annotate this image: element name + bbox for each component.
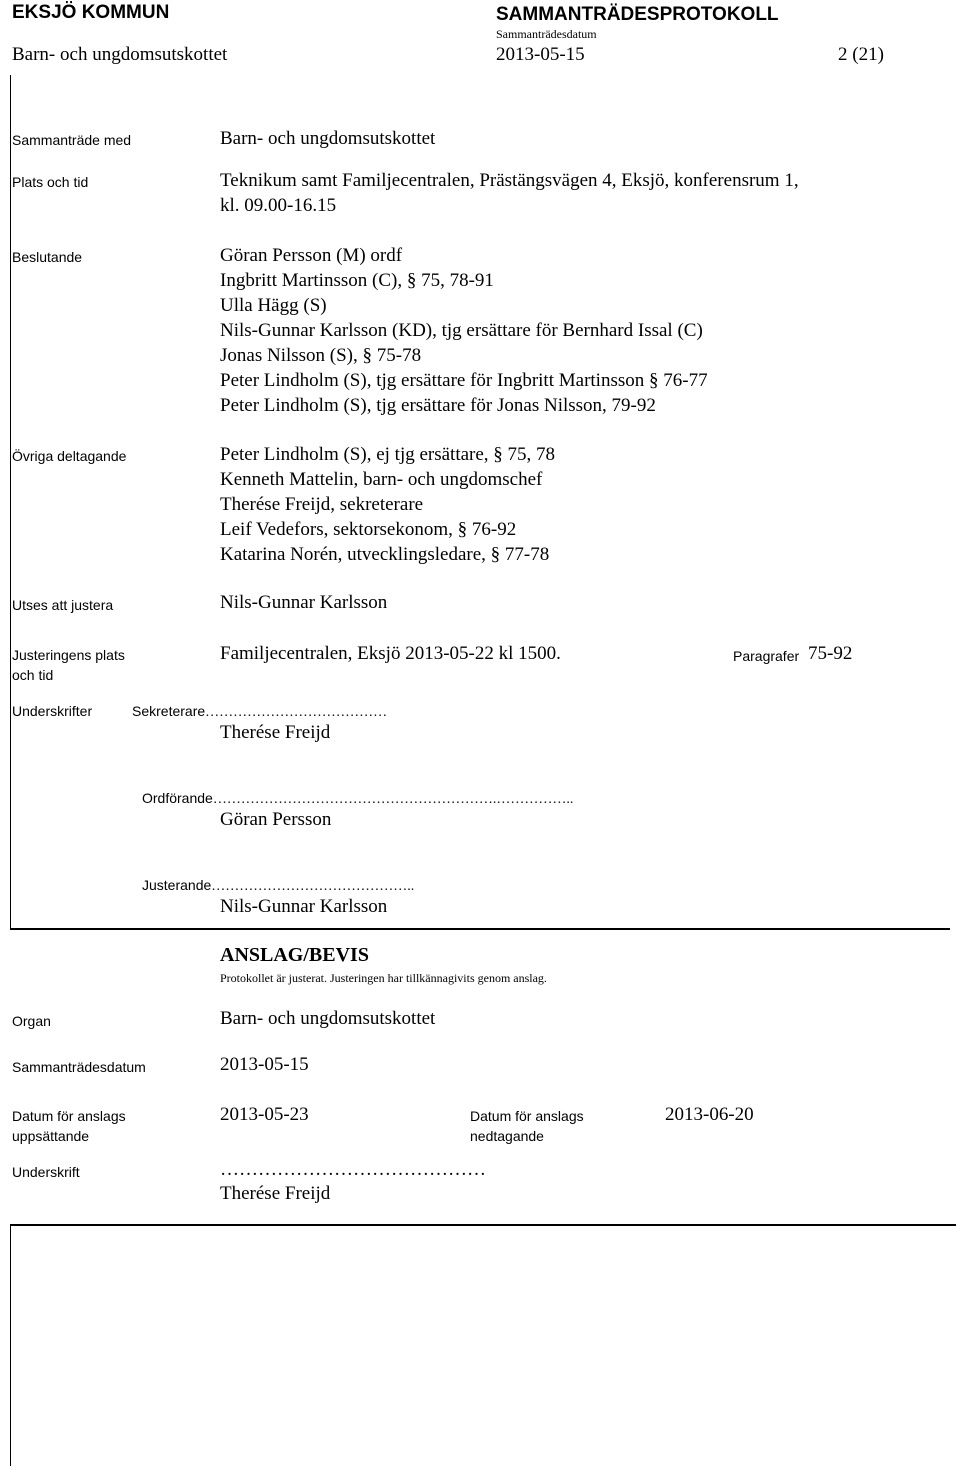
page-number: 2 (21) <box>838 44 884 65</box>
adjust-place-value: Familjecentralen, Eksjö 2013-05-22 kl 1500. <box>220 643 561 664</box>
adjust-place-label-1: Justeringens plats <box>12 647 125 663</box>
deciding-members <box>220 243 708 418</box>
others-label: Övriga deltagande <box>12 448 127 464</box>
date-caption: Sammanträdesdatum <box>496 27 597 41</box>
deciding-member: Ulla Hägg (S) <box>220 295 327 316</box>
chair-signature-line: …………………………………………………….…………….. <box>212 792 574 807</box>
organ-label: Organ <box>12 1013 51 1029</box>
document-type: SAMMANTRÄDESPROTOKOLL <box>496 4 779 25</box>
other-participant: Peter Lindholm (S), ej tjg ersättare, § 75, 78 <box>220 444 556 465</box>
meeting-with-label: Sammanträde med <box>12 132 132 148</box>
other-participant: Katarina Norén, utvecklingsledare, § 77-78 <box>220 544 550 565</box>
posted-label-2: uppsättande <box>12 1128 90 1144</box>
notice-date-label: Sammanträdesdatum <box>12 1059 146 1075</box>
deciding-member: Peter Lindholm (S), tjg ersättare för Ingbritt Martinsson § 76-77 <box>220 370 708 391</box>
adjuster-value: Nils-Gunnar Karlsson <box>220 592 388 613</box>
other-participants <box>220 442 555 567</box>
municipality-name: EKSJÖ KOMMUN <box>12 2 170 23</box>
paragraphs-value: 75-92 <box>808 643 853 664</box>
signature-label: Underskrift <box>12 1164 80 1180</box>
place-label: Plats och tid <box>12 174 89 190</box>
secretary-label <box>132 703 387 721</box>
other-participant: Leif Vedefors, sektorsekonom, § 76-92 <box>220 519 517 540</box>
deciding-member: Peter Lindholm (S), tjg ersättare för Jonas Nilsson, 79-92 <box>220 395 656 416</box>
notice-title: ANSLAG/BEVIS <box>220 944 369 966</box>
signatures-label: Underskrifter <box>12 703 93 719</box>
left-border <box>10 75 11 930</box>
secretary-label-text: Sekreterare <box>132 703 206 719</box>
bottom-divider <box>10 1224 956 1226</box>
notice-subtitle: Protokollet är justerat. Justeringen har tillkännagivits genom anslag. <box>220 971 547 985</box>
meeting-date: 2013-05-15 <box>496 44 585 65</box>
adjust-place-label-2: och tid <box>12 667 54 683</box>
chair-label-text: Ordförande <box>142 790 213 806</box>
removed-label-1: Datum för anslags <box>470 1108 584 1124</box>
chair-name: Göran Persson <box>220 809 332 830</box>
secretary-name: Therése Freijd <box>220 722 331 743</box>
posted-value: 2013-05-23 <box>220 1104 309 1125</box>
place-line-1: Teknikum samt Familjecentralen, Prästängsvägen 4, Eksjö, konferensrum 1, <box>220 170 799 191</box>
deciding-label: Beslutande <box>12 249 83 265</box>
adjuster-name: Nils-Gunnar Karlsson <box>220 896 388 917</box>
deciding-member: Ingbritt Martinsson (C), § 75, 78-91 <box>220 270 494 291</box>
other-participant: Therése Freijd, sekreterare <box>220 494 424 515</box>
adjuster-sign-label <box>142 877 414 895</box>
chair-label <box>142 790 573 808</box>
adjuster-label: Utses att justera <box>12 597 114 613</box>
bottom-left-border <box>10 1226 11 1466</box>
meeting-with-value: Barn- och ungdomsutskottet <box>220 128 436 149</box>
deciding-member: Jonas Nilsson (S), § 75-78 <box>220 345 422 366</box>
deciding-member: Nils-Gunnar Karlsson (KD), tjg ersättare för Bernhard Issal (C) <box>220 320 703 341</box>
organ-value: Barn- och ungdomsutskottet <box>220 1008 436 1029</box>
removed-value: 2013-06-20 <box>665 1104 754 1125</box>
deciding-member: Göran Persson (M) ordf <box>220 245 403 266</box>
secretary-signature-line: ………………………………… <box>205 705 388 720</box>
notice-date-value: 2013-05-15 <box>220 1054 309 1075</box>
committee-name: Barn- och ungdomsutskottet <box>12 44 228 65</box>
adjuster-signature-line: …………………………………….. <box>211 879 415 894</box>
posted-label-1: Datum för anslags <box>12 1108 126 1124</box>
section-divider <box>10 928 950 930</box>
signature-line: …………………………………… <box>220 1159 486 1180</box>
adjuster-sign-label-text: Justerande <box>142 877 212 893</box>
other-participant: Kenneth Mattelin, barn- och ungdomschef <box>220 469 543 490</box>
paragraphs-label: Paragrafer <box>733 648 800 664</box>
place-line-2: kl. 09.00-16.15 <box>220 195 337 216</box>
removed-label-2: nedtagande <box>470 1128 544 1144</box>
signature-name: Therése Freijd <box>220 1183 331 1204</box>
